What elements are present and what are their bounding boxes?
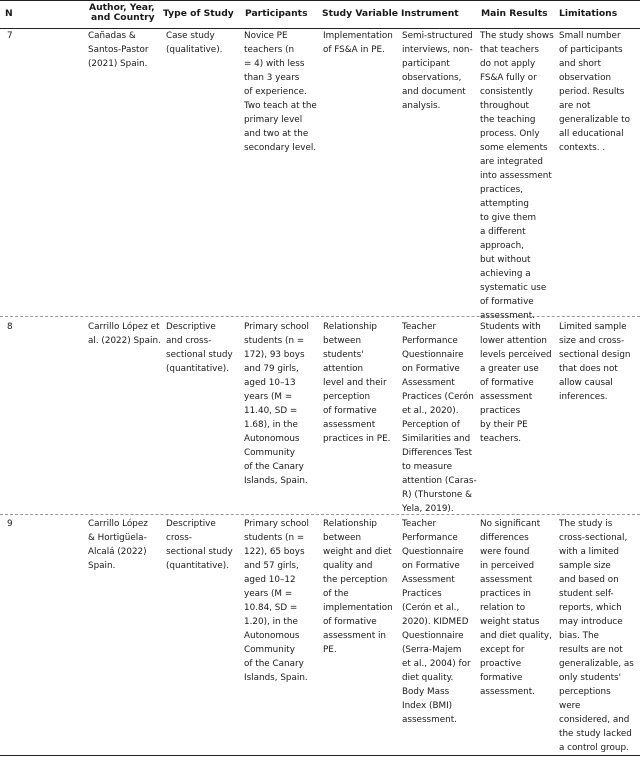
cell-line: and 79 girls, <box>244 364 299 374</box>
cell-line: and based on <box>559 575 619 585</box>
cell-line: the teaching <box>480 115 536 125</box>
cell-line: Islands, Spain. <box>244 673 308 683</box>
cell-line: students (n = <box>244 336 305 346</box>
cell-line: (Cerón et al., <box>402 603 460 613</box>
cell-line: than 3 years <box>244 73 300 83</box>
cell-line: Carrillo López et <box>88 322 160 332</box>
cell-line: Students with <box>480 322 541 332</box>
cell-line: were found <box>480 547 530 557</box>
cell-line: considered, and <box>559 715 630 725</box>
cell-line: = 4) with less <box>244 59 305 69</box>
cell-line: 1.20), in the <box>244 617 298 627</box>
table-cell-instrument <box>402 29 473 113</box>
cell-line: assessment. <box>402 715 457 725</box>
cell-line: Islands, Spain. <box>244 476 308 486</box>
cell-line: The study shows <box>480 31 554 41</box>
cell-line: PE. <box>323 645 337 655</box>
cell-line: analysis. <box>402 101 441 111</box>
cell-line: on Formative <box>402 364 460 374</box>
cell-line: relation to <box>480 603 526 613</box>
cell-line: Questionnaire <box>402 631 464 641</box>
cell-line: approach, <box>480 241 524 251</box>
header-type-of-study: Type of Study <box>163 8 234 19</box>
cell-line: some elements <box>480 143 548 153</box>
cell-line: Alcalá (2022) <box>88 547 147 557</box>
cell-line: assessment <box>480 575 533 585</box>
header-study-variable: Study Variable <box>322 8 398 19</box>
cell-line: Teacher <box>402 519 437 529</box>
cell-line: years (M = <box>244 589 293 599</box>
cell-line: observations, <box>402 73 462 83</box>
table-cell-results <box>480 517 552 699</box>
cell-line: Carrillo López <box>88 519 148 529</box>
cell-line: except for <box>480 645 525 655</box>
cell-line: (quantitative). <box>166 561 230 571</box>
cell-line: 1.68), in the <box>244 420 298 430</box>
cell-line: and two at the <box>244 129 309 139</box>
row-separator <box>0 514 640 515</box>
cell-line: attention (Caras- <box>402 476 477 486</box>
cell-line: and cross- <box>166 336 212 346</box>
cell-line: Similarities and <box>402 434 471 444</box>
cell-line: by their PE <box>480 420 528 430</box>
cell-line: of the Canary <box>244 462 304 472</box>
cell-line: Questionnaire <box>402 350 464 360</box>
header-participants: Participants <box>245 8 308 19</box>
cell-line: Primary school <box>244 519 309 529</box>
cell-line: to give them <box>480 213 537 223</box>
cell-line: Limited sample <box>559 322 627 332</box>
cell-line: differences <box>480 533 529 543</box>
cell-line: et al., 2020). <box>402 406 459 416</box>
cell-line: Community <box>244 448 295 458</box>
cell-line: years (M = <box>244 392 293 402</box>
cell-line: and 57 girls, <box>244 561 299 571</box>
cell-line: of the Canary <box>244 659 304 669</box>
cell-line: the perception <box>323 575 388 585</box>
cell-line: participant <box>402 59 450 69</box>
cell-line: Perception of <box>402 420 460 430</box>
cell-line: sectional design <box>559 350 631 360</box>
header-main-results: Main Results <box>481 8 548 19</box>
cell-line: and diet quality, <box>480 631 552 641</box>
cell-line: observation <box>559 73 612 83</box>
cell-line: attention <box>323 364 364 374</box>
cell-line: assessment. <box>480 311 535 321</box>
header-instrument: Instrument <box>401 8 459 19</box>
cell-line: Assessment <box>402 575 455 585</box>
cell-line: reports, which <box>559 603 622 613</box>
cell-line: practices in PE. <box>323 434 391 444</box>
table-cell-n <box>7 320 13 334</box>
cell-line: Two teach at the <box>244 101 317 111</box>
cell-line: Descriptive <box>166 519 216 529</box>
cell-line: a control group. <box>559 743 629 753</box>
cell-line: of experience. <box>244 87 307 97</box>
cell-line: of formative <box>480 297 534 307</box>
cell-line: process. Only <box>480 129 540 139</box>
cell-line: assessment <box>323 420 376 430</box>
table-cell-participants <box>244 320 309 488</box>
cell-line: of formative <box>323 406 377 416</box>
header-limitations: Limitations <box>559 8 618 19</box>
cell-line: practices, <box>480 185 523 195</box>
cell-line: interviews, non- <box>402 45 473 55</box>
cell-line: on Formative <box>402 561 460 571</box>
cell-line: of participants <box>559 45 623 55</box>
cell-line: Assessment <box>402 378 455 388</box>
cell-line: cross- <box>166 533 192 543</box>
cell-line: do not apply <box>480 59 536 69</box>
table-cell-variable <box>323 29 393 57</box>
table-cell-limitations <box>559 29 630 155</box>
cell-line: students (n = <box>244 533 305 543</box>
table-cell-variable <box>323 517 393 657</box>
cell-line: level and their <box>323 378 387 388</box>
cell-line: primary level <box>244 115 303 125</box>
cell-line: allow causal <box>559 378 613 388</box>
cell-line: between <box>323 533 362 543</box>
cell-line: secondary level. <box>244 143 317 153</box>
cell-line: sample size <box>559 561 611 571</box>
table-cell-type <box>166 29 222 57</box>
table-cell-type <box>166 320 233 376</box>
cell-line: FS&A fully or <box>480 73 537 83</box>
cell-line: teachers. <box>480 434 522 444</box>
cell-line: weight status <box>480 617 540 627</box>
cell-line: that teachers <box>480 45 539 55</box>
table-top-rule <box>0 0 640 1</box>
cell-line: Practices <box>402 589 442 599</box>
cell-line: of formative <box>323 617 377 627</box>
header-n: N <box>5 8 13 19</box>
cell-line: between <box>323 336 362 346</box>
cell-line: Small number <box>559 31 621 41</box>
cell-line: sectional study <box>166 547 233 557</box>
cell-line: sectional study <box>166 350 233 360</box>
cell-line: Community <box>244 645 295 655</box>
cell-line: only students' <box>559 673 622 683</box>
table-cell-results <box>480 29 554 323</box>
table-cell-n <box>7 517 13 531</box>
cell-line: (Serra-Majem <box>402 645 462 655</box>
cell-line: consistently <box>480 87 533 97</box>
cell-line: that does not <box>559 364 618 374</box>
table-cell-variable <box>323 320 390 446</box>
cell-line: systematic use <box>480 283 547 293</box>
cell-line: students' <box>323 350 364 360</box>
cell-line: 8 <box>7 322 13 332</box>
table-cell-instrument <box>402 517 471 727</box>
cell-line: attempting <box>480 199 529 209</box>
cell-line: generalizable, as <box>559 659 634 669</box>
cell-line: may introduce <box>559 617 623 627</box>
table-cell-results <box>480 320 552 446</box>
cell-line: perceptions <box>559 687 611 697</box>
cell-line: Practices (Cerón <box>402 392 474 402</box>
table-cell-participants <box>244 29 317 155</box>
cell-line: Relationship <box>323 519 378 529</box>
cell-line: Yela, 2019). <box>402 504 454 514</box>
cell-line: with a limited <box>559 547 619 557</box>
cell-line: et al., 2004) for <box>402 659 471 669</box>
cell-line: weight and diet <box>323 547 392 557</box>
cell-line: 122), 65 boys <box>244 547 305 557</box>
cell-line: Questionnaire <box>402 547 464 557</box>
cell-line: period. Results <box>559 87 625 97</box>
cell-line: The study is <box>559 519 613 529</box>
cell-line: Index (BMI) <box>402 701 453 711</box>
cell-line: of formative <box>480 378 534 388</box>
cell-line: Autonomous <box>244 434 300 444</box>
cell-line: are integrated <box>480 157 543 167</box>
cell-line: and short <box>559 59 601 69</box>
cell-line: Body Mass <box>402 687 450 697</box>
cell-line: inferences. <box>559 392 608 402</box>
cell-line: (2021) Spain. <box>88 59 148 69</box>
cell-line: in perceived <box>480 561 535 571</box>
cell-line: 172), 93 boys <box>244 350 305 360</box>
cell-line: achieving a <box>480 269 531 279</box>
cell-line: formative <box>480 673 523 683</box>
cell-line: throughout <box>480 101 529 111</box>
cell-line: Primary school <box>244 322 309 332</box>
cell-line: cross-sectional, <box>559 533 628 543</box>
cell-line: generalizable to <box>559 115 630 125</box>
cell-line: Case study <box>166 31 215 41</box>
cell-line: Semi-structured <box>402 31 473 41</box>
cell-line: the study lacked <box>559 729 632 739</box>
cell-line: Autonomous <box>244 631 300 641</box>
cell-line: teachers (n <box>244 45 295 55</box>
cell-line: of FS&A in PE. <box>323 45 385 55</box>
table-cell-limitations <box>559 517 634 755</box>
cell-line: 11.40, SD = <box>244 406 298 416</box>
cell-line: a greater use <box>480 364 539 374</box>
cell-line: assessment. <box>480 687 535 697</box>
cell-line: practices <box>480 406 521 416</box>
table-cell-author <box>88 320 161 348</box>
cell-line: 7 <box>7 31 13 41</box>
cell-line: proactive <box>480 659 522 669</box>
cell-line: Relationship <box>323 322 378 332</box>
cell-line: 10.84, SD = <box>244 603 298 613</box>
cell-line: size and cross- <box>559 336 625 346</box>
cell-line: implementation <box>323 603 393 613</box>
cell-line: Descriptive <box>166 322 216 332</box>
cell-line: to measure <box>402 462 452 472</box>
table-cell-limitations <box>559 320 631 404</box>
cell-line: 9 <box>7 519 13 529</box>
cell-line: 2020). KIDMED <box>402 617 469 627</box>
cell-line: were <box>559 701 581 711</box>
cell-line: into assessment <box>480 171 552 181</box>
cell-line: assessment <box>480 392 533 402</box>
table-cell-participants <box>244 517 309 685</box>
cell-line: and document <box>402 87 466 97</box>
cell-line: student self- <box>559 589 614 599</box>
cell-line: No significant <box>480 519 541 529</box>
table-bottom-rule <box>0 755 640 756</box>
cell-line: & Hortigüela- <box>88 533 147 543</box>
cell-line: contexts. . <box>559 143 606 153</box>
table-cell-author <box>88 29 148 71</box>
cell-line: are not <box>559 101 591 111</box>
cell-line: lower attention <box>480 336 547 346</box>
cell-line: (qualitative). <box>166 45 223 55</box>
cell-line: but without <box>480 255 531 265</box>
cell-line: practices in <box>480 589 531 599</box>
cell-line: Performance <box>402 336 458 346</box>
cell-line: Implementation <box>323 31 393 41</box>
cell-line: a different <box>480 227 526 237</box>
table-cell-instrument <box>402 320 477 516</box>
cell-line: Novice PE <box>244 31 288 41</box>
cell-line: aged 10–13 <box>244 378 296 388</box>
cell-line: bias. The <box>559 631 599 641</box>
cell-line: al. (2022) Spain. <box>88 336 161 346</box>
table-cell-author <box>88 517 148 573</box>
cell-line: Teacher <box>402 322 437 332</box>
cell-line: levels perceived <box>480 350 552 360</box>
cell-line: results are not <box>559 645 623 655</box>
cell-line: Differences Test <box>402 448 473 458</box>
table-cell-n <box>7 29 13 43</box>
header-author: Author, Year, and Country <box>89 2 155 23</box>
cell-line: Cañadas & <box>88 31 136 41</box>
cell-line: R) (Thurstone & <box>402 490 472 500</box>
cell-line: Spain. <box>88 561 116 571</box>
cell-line: (quantitative). <box>166 364 230 374</box>
cell-line: all educational <box>559 129 624 139</box>
cell-line: quality and <box>323 561 373 571</box>
table-cell-type <box>166 517 233 573</box>
cell-line: Santos-Pastor <box>88 45 149 55</box>
cell-line: Performance <box>402 533 458 543</box>
cell-line: assessment in <box>323 631 386 641</box>
cell-line: aged 10–12 <box>244 575 296 585</box>
cell-line: perception <box>323 392 371 402</box>
cell-line: of the <box>323 589 349 599</box>
cell-line: diet quality. <box>402 673 454 683</box>
